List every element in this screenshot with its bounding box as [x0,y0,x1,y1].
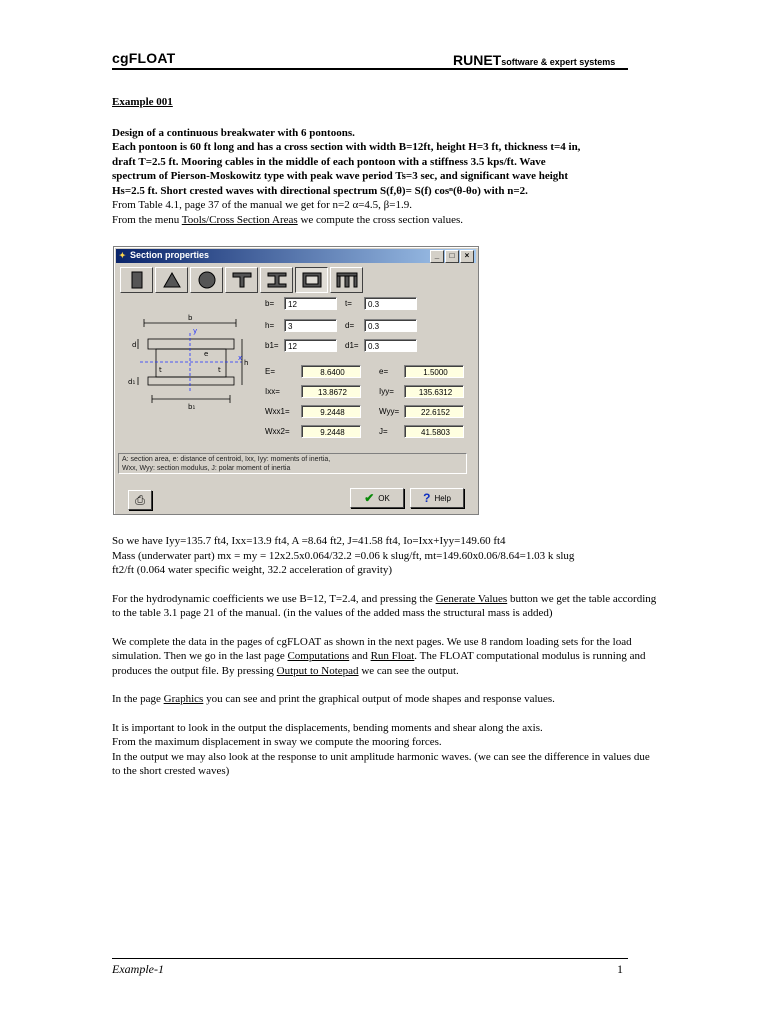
output-notepad-ref: Output to Notepad [276,664,359,677]
graphics-paragraph [112,692,657,707]
dim-t-left-label: t [159,366,162,374]
hydro-suffix: button we get the table according to the table 3.1 page 21 of the manual. (in the values of the added mass the structural mass is added) [112,592,657,619]
problem-line: draft T=2.5 ft. Mooring cables in the middle of each pontoon with a stiffness 3.5 kps/ft. Wave [112,155,546,168]
ok-button[interactable] [350,488,404,508]
important-line: It is important to look in the output the displacements, bending moments and shear along the axis. [112,721,543,734]
b1-label: b1= [265,341,279,350]
run-float-ref: Run Float [370,650,415,662]
d1-input[interactable]: 0.3 [364,339,417,352]
hydro-prefix: For the hydrodynamic coefficients we use B=12, T=2.4, and pressing the [112,592,436,605]
hydro-paragraph [112,592,657,621]
graphics-prefix: In the page [112,693,164,705]
t-section-icon [232,272,252,288]
computations-ref: Computations [287,650,350,662]
table-reference: From Table 4.1, page 37 of the manual we get for n=2 α=4.5, β=1.9. [112,199,412,211]
note-line: A: section area, e: distance of centroid, Ixx, Iyy: moments of inertia, [122,456,331,463]
double-box-icon [336,272,358,288]
problem-line: Each pontoon is 60 ft long and has a cross section with width B=12ft, height H=3 ft, thickness t=4 in, [112,141,581,153]
b1-input[interactable]: 12 [284,339,337,352]
box-section-icon [302,272,322,288]
axis-y-label: y [193,327,198,335]
triangle-icon [163,272,181,288]
checkmark-icon: ✔ [364,491,375,505]
problem-line: Design of a continuous breakwater with 6 pontoons. [112,126,355,139]
i-section-icon [267,272,287,288]
dim-b-label: b [188,314,193,322]
cross-section-diagram [126,309,248,413]
complete-prefix: We complete the data in the pages of cgFLOAT as shown in the next pages. We use 8 random loading sets for the load simulation. Then we go in the last page [112,635,632,662]
dim-b1-label: b₁ [188,403,196,411]
footer-title: Example-1 [112,962,164,976]
graphics-suffix: you can see and print the graphical output of mode shapes and response values. [203,693,555,705]
dim-e-label: e [204,350,209,358]
E-output: 8.6400 [301,365,361,378]
i-section-shape-button[interactable] [260,267,293,293]
page-number: 1 [617,962,623,976]
complete-paragraph [112,635,657,679]
section-properties-window [113,246,479,515]
d-input[interactable]: 0.3 [364,319,417,332]
mass-line: Mass (underwater part) mx = my = 12x2.5x0.064/32.2 =0.06 k slug/ft, mt=149.60x0.06/8.64=1.03 k slug [112,549,575,562]
d1-label: d1= [345,341,359,350]
results-section [112,534,657,779]
Iyy-label: Iyy= [379,387,394,396]
t-label: t= [345,299,352,308]
complete-suffix: we can see the output. [358,664,459,677]
header-rule [112,68,628,70]
circle-icon [198,271,216,289]
intro-section [112,95,657,227]
window-titlebar [116,249,476,263]
Wyy-output: 22.6152 [404,405,464,418]
problem-line: spectrum of Pierson-Moskowitz type with peak wave period Ts=3 sec, and significant wave height [112,170,569,182]
brand-name: RUNET [453,52,502,68]
b-label: b= [265,299,275,308]
printer-icon: ⎙ [135,492,145,507]
J-output: 41.5803 [404,425,464,438]
Wyy-label: Wyy= [379,407,400,416]
generate-values-ref: Generate Values [435,592,508,605]
example-title: Example 001 [112,96,173,108]
circle-shape-button[interactable] [190,267,223,293]
E-label: E= [265,367,276,376]
problem-statement [112,126,657,199]
h-input[interactable]: 3 [284,319,337,332]
Wxx2-label: Wxx2= [265,427,290,436]
dim-t-right-label: t [218,366,221,374]
e-label: e= [379,367,389,376]
d-label: d= [345,321,355,330]
Iyy-output: 135.6312 [404,385,464,398]
results-line: So we have Iyy=135.7 ft4, Ixx=13.9 ft4, A =8.64 ft2, J=41.58 ft4, Io=Ixx+Iyy=149.60 ft4 [112,535,506,547]
menu-suffix: we compute the cross section values. [297,213,463,226]
menu-link: Tools/Cross Section Areas [181,213,298,226]
dim-d-label: d [132,341,137,349]
J-label: J= [379,427,388,436]
menu-instruction [112,213,657,228]
box-section-shape-button[interactable] [295,267,328,293]
rectangle-icon [131,271,143,289]
shape-toolbar [120,267,363,293]
b-input[interactable]: 12 [284,297,337,310]
axis-x-label: x [238,354,243,362]
mass-note: ft2/ft (0.064 water specific weight, 32.2 acceleration of gravity) [112,564,393,576]
help-label: Help [434,493,451,503]
help-button[interactable] [410,488,464,508]
problem-line: Hs=2.5 ft. Short crested waves with directional spectrum S(f,θ)= S(f) cosⁿ(θ-θo) with n=2. [112,184,528,197]
dim-d1-label: d₁ [128,378,136,386]
print-button[interactable] [128,490,152,510]
e-output: 1.5000 [404,365,464,378]
question-icon: ? [423,491,431,505]
window-title: Section properties [130,250,210,260]
t-input[interactable]: 0.3 [364,297,417,310]
h-label: h= [265,321,275,330]
mooring-line: From the maximum displacement in sway we compute the mooring forces. [112,736,442,748]
harmonic-line: In the output we may also look at the response to unit amplitude harmonic waves. (we can see the difference in values due to the short crested waves) [112,750,650,777]
minimize-button[interactable]: _ [430,250,444,263]
legend-note [118,453,467,474]
app-icon: ✦ [119,251,126,260]
Ixx-label: Ixx= [265,387,280,396]
rectangle-shape-button[interactable] [120,267,153,293]
ok-label: OK [378,493,390,503]
t-section-shape-button[interactable] [225,267,258,293]
close-button[interactable]: × [460,250,474,263]
menu-prefix: From the menu [112,213,182,226]
double-box-shape-button[interactable] [330,267,363,293]
triangle-shape-button[interactable] [155,267,188,293]
brand-tagline: software & expert systems [501,57,616,67]
maximize-button[interactable]: □ [445,250,459,263]
footer-rule [112,958,628,959]
Ixx-output: 13.8672 [301,385,361,398]
complete-mid2: . The FLOAT computational modulus is running and produces the output file. By pressing [112,650,646,677]
Wxx1-output: 9.2448 [301,405,361,418]
Wxx1-label: Wxx1= [265,407,290,416]
note-line: Wxx, Wyy: section modulus, J: polar moment of inertia [122,465,291,472]
dim-h-label: h [244,359,248,367]
complete-mid: and [349,650,371,662]
doc-header-title: cgFLOAT [112,50,176,66]
Wxx2-output: 9.2448 [301,425,361,438]
graphics-ref: Graphics [163,693,204,705]
